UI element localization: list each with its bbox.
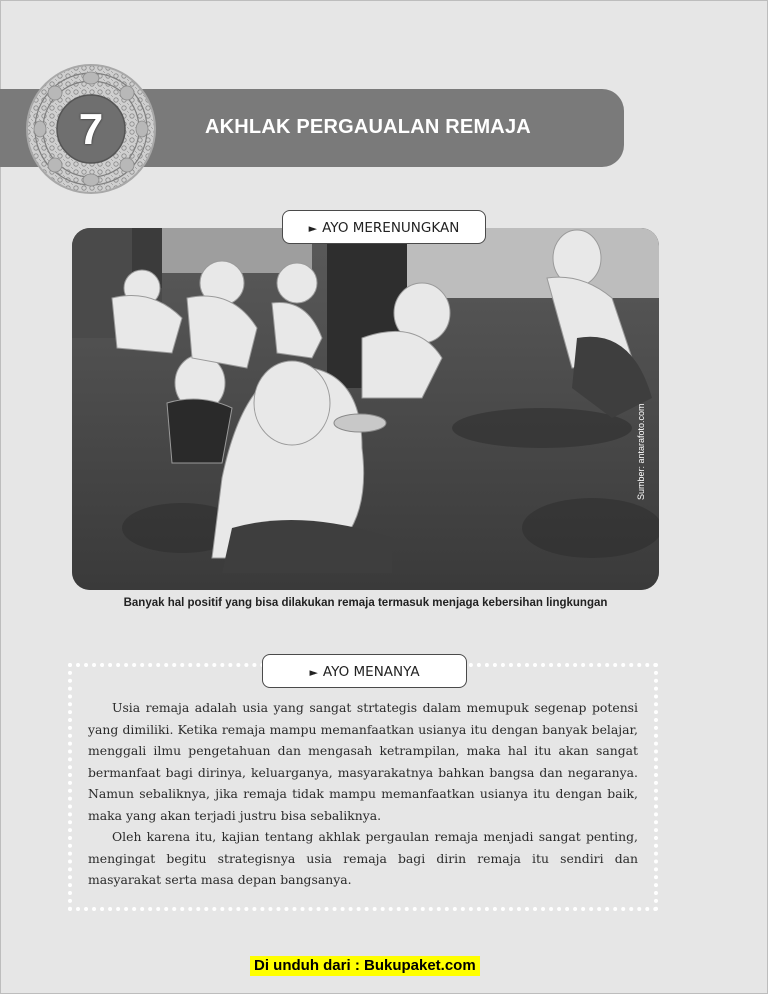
section-body-text [88, 697, 638, 891]
section-label-text: AYO MERENUNGKAN [322, 220, 460, 236]
paragraph: Oleh karena itu, kajian tentang akhlak pergaulan remaja menjadi sangat penting, mengingat begitu strategisnya usia remaja bagi dirin remaja itu sendiri dan masyarakat serta masa depan bangsanya. [88, 829, 638, 887]
photo-caption: Banyak hal positif yang bisa dilakukan remaja termasuk menjaga kebersihan lingkungan [123, 597, 608, 609]
paragraph: Usia remaja adalah usia yang sangat strtategis dalam memupuk segenap potensi yang dimiliki. Ketika remaja mampu memanfaatkan usianya itu dengan banyak belajar, menggali ilmu pengetahuan dan mengasah ketrampilan, maka hal itu akan sangat bermanfaat bagi dirinya, keluarganya, masyarakatnya bahkan bangsa dan negaranya. Namun sebaliknya, jika remaja tidak mampu memanfaatkan usianya itu dengan baik, maka yang akan terjadi justru bisa sebaliknya. [88, 700, 638, 823]
chapter-number: 7 [78, 105, 104, 154]
download-source-footer: Di unduh dari : Bukupaket.com [250, 956, 480, 976]
section-label-ayo-merenungkan [282, 210, 486, 244]
chapter-photo [72, 228, 659, 590]
section-label-ayo-menanya [262, 654, 467, 688]
photo-source-credit: Sumber: antarafoto.com [636, 403, 646, 500]
play-triangle-icon: ► [309, 666, 318, 679]
chapter-title: AKHLAK PERGAUALAN REMAJA [205, 116, 531, 138]
play-triangle-icon: ► [308, 222, 318, 235]
section-label-text: AYO MENANYA [322, 664, 420, 680]
